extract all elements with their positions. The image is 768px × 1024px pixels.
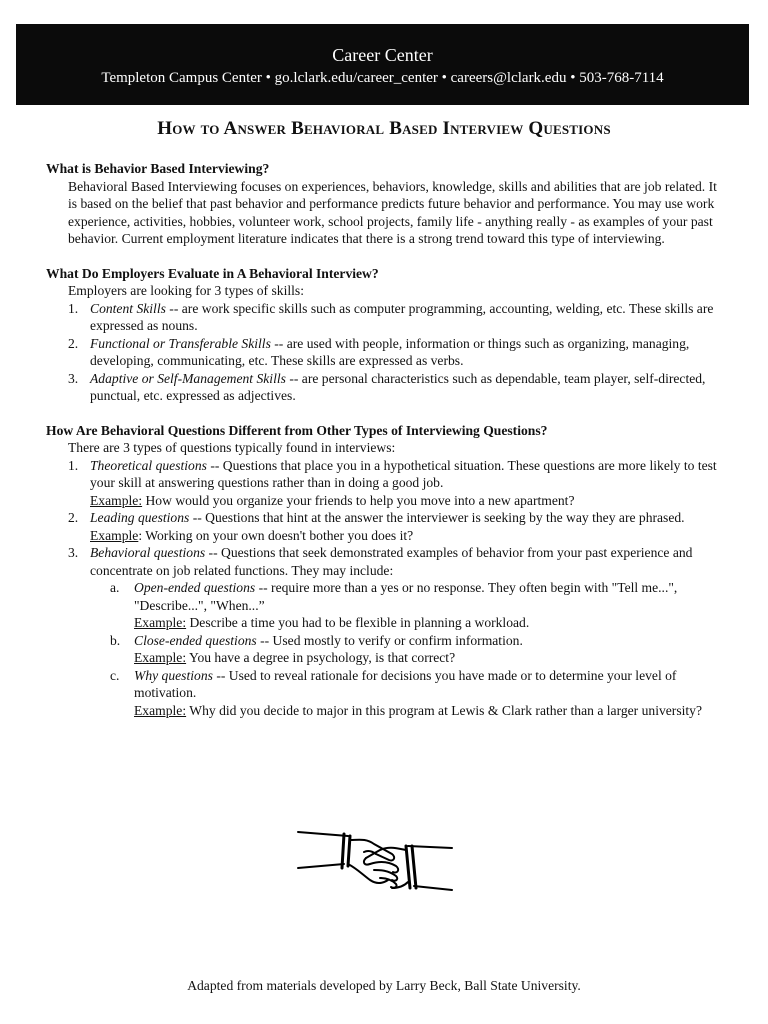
question-term: Open-ended questions [134,580,256,595]
sub-list-item [90,632,726,667]
list-item [46,509,726,544]
list-number: 2. [68,510,79,525]
section-paragraph: Behavioral Based Interviewing focuses on experiences, behaviors, knowledge, skills and abilities that are job related. It is based on the belief that past behavior and performance predicts future behavior and performance. You may use work experience, activities, hobbies, volunteer work, school projects, family life - anything really - as examples of your past behavior. Current employment literature indicates that there is a strong trend toward this type of interviewing. [68,178,717,246]
skill-description: -- are work specific skills such as computer programming, accounting, welding, etc. These skills are expressed as nouns. [90,300,714,333]
example-text: : Working on your own doesn't bother you does it? [138,527,414,543]
example-label: Example: [134,615,187,630]
section-what-is [46,160,726,248]
section-heading: What Do Employers Evaluate in A Behavioral Interview? [46,265,379,281]
example-label: Example: [134,702,187,718]
list-letter: b. [110,632,121,648]
example-label: Example: [134,650,187,665]
header-banner [16,24,749,105]
skill-term: Functional or Transferable Skills [90,335,271,351]
skill-description: -- are used with people, information or things such as organizing, managing, developing, communicating, etc. These skills are expressed as verbs. [90,335,690,368]
list-number: 2. [68,335,79,351]
question-types-list [46,457,726,720]
handshake-icon [296,824,454,896]
section-heading: How Are Behavioral Questions Different from Other Types of Interviewing Questions? [46,422,548,438]
section-employers-evaluate [46,265,726,405]
question-term: Theoretical questions [90,457,207,473]
skill-term: Adaptive or Self-Management Skills [90,370,286,386]
behavioral-subtypes-list [90,579,726,719]
section-intro: Employers are looking for 3 types of skills: [68,283,304,298]
footer-credit: Adapted from materials developed by Larry Beck, Ball State University. [187,978,581,993]
sub-list-item [90,579,726,632]
list-number: 1. [68,300,79,316]
question-description: -- Used to reveal rationale for decisions you have made or to determine your level of motivation. [134,667,677,700]
sub-list-item [90,667,726,720]
skill-description: -- are personal characteristics such as dependable, team player, self-directed, punctual, etc. expressed as adjectives. [90,370,706,403]
question-term: Close-ended questions [134,632,257,648]
question-description: -- Questions that seek demonstrated examples of behavior from your past experience and concentrate on job related functions. They may include: [90,545,693,578]
list-number: 3. [68,370,79,386]
example-text: How would you organize your friends to help you move into a new apartment? [142,492,575,508]
question-term: Why questions [134,667,213,683]
example-text: Describe a time you had to be flexible in planning a workload. [186,615,530,630]
question-description: -- require more than a yes or no response. They often begin with "Tell me...", "Describe...", "When...” [134,580,678,613]
list-item [46,335,726,370]
list-item [46,544,726,719]
header-contact-line: Templeton Campus Center • go.lclark.edu/career_center • careers@lclark.edu • 503-768-7114 [101,70,664,86]
document-body [46,160,726,736]
example-text: You have a degree in psychology, is that correct? [186,650,456,665]
skill-term: Content Skills [90,300,166,316]
list-number: 1. [68,457,79,473]
list-item [46,370,726,405]
section-intro: There are 3 types of questions typically found in interviews: [68,440,396,455]
header-title: Career Center [332,45,433,65]
example-text: Why did you decide to major in this program at Lewis & Clark rather than a larger university? [186,702,703,718]
section-heading: What is Behavior Based Interviewing? [46,161,270,176]
example-label: Example: [90,492,143,508]
skills-list [46,300,726,405]
question-term: Behavioral questions [90,545,206,560]
list-item [46,300,726,335]
list-item [46,457,726,510]
example-label: Example [90,527,139,543]
section-question-types [46,422,726,720]
question-description: -- Questions that hint at the answer the interviewer is seeking by the way they are phrased. [189,510,685,525]
question-term: Leading questions [90,510,190,525]
document-title: How to Answer Behavioral Based Interview Questions [157,118,611,139]
question-description: -- Questions that place you in a hypothetical situation. These questions are more likely to test your skill at answering questions rather than in doing a good job. [90,457,717,490]
list-number: 3. [68,545,79,560]
list-letter: a. [110,580,120,595]
question-description: -- Used mostly to verify or confirm information. [256,632,523,648]
list-letter: c. [110,667,120,683]
